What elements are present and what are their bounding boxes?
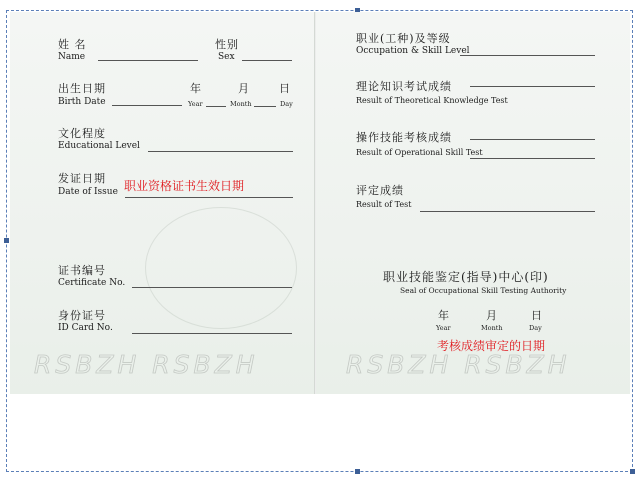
eval-label-en: Result of Test: [356, 200, 412, 209]
birth-label-zh: 出生日期: [58, 82, 106, 95]
birth-month-zh: 月: [238, 82, 250, 95]
birth-day-en: Day: [280, 100, 293, 108]
name-line: [98, 60, 198, 61]
theory-label-zh: 理论知识考试成绩: [356, 80, 452, 93]
name-label-en: Name: [58, 52, 86, 62]
seal-label-zh: 职业技能鉴定(指导)中心(印): [383, 270, 549, 284]
seal-year-zh: 年: [438, 309, 450, 322]
birth-label-en: Birth Date: [58, 97, 106, 107]
birth-year-zh: 年: [190, 82, 202, 95]
resize-handle-corner[interactable]: [630, 469, 635, 474]
birth-day-line: [254, 106, 276, 107]
seal-label-en: Seal of Occupational Skill Testing Authority: [400, 286, 567, 295]
id-label-zh: 身份证号: [58, 309, 106, 322]
annotation-right: 考核成绩审定的日期: [437, 339, 546, 353]
occ-line: [460, 55, 595, 56]
issue-label-zh: 发证日期: [58, 172, 106, 185]
eval-label-zh: 评定成绩: [356, 184, 404, 197]
name-label-zh: 姓 名: [58, 38, 87, 51]
occ-label-zh: 职业(工种)及等级: [356, 32, 451, 45]
seal-month-en: Month: [481, 324, 503, 332]
faint-seal-background: [145, 207, 297, 329]
edu-line: [148, 151, 293, 152]
issue-line: [125, 197, 293, 198]
theory-line: [470, 86, 595, 87]
sex-label-zh: 性别: [215, 38, 239, 51]
cert-label-zh: 证书编号: [58, 264, 106, 277]
oper-line: [470, 139, 595, 140]
oper-label-en: Result of Operational Skill Test: [356, 148, 483, 157]
oper-line-2: [470, 158, 595, 159]
edu-label-en: Educational Level: [58, 141, 140, 151]
seal-day-en: Day: [529, 324, 542, 332]
birth-month-line: [206, 106, 226, 107]
sex-line: [242, 60, 292, 61]
birth-year-line: [112, 105, 182, 106]
eval-line: [420, 211, 595, 212]
cert-line: [132, 287, 292, 288]
edu-label-zh: 文化程度: [58, 127, 106, 140]
page-spine: [314, 12, 316, 394]
theory-label-en: Result of Theoretical Knowledge Test: [356, 96, 508, 105]
seal-month-zh: 月: [486, 309, 498, 322]
seal-day-zh: 日: [531, 309, 543, 322]
birth-day-zh: 日: [279, 82, 291, 95]
resize-handle-bottom[interactable]: [355, 469, 360, 474]
resize-handle-left[interactable]: [4, 238, 9, 243]
oper-label-zh: 操作技能考核成绩: [356, 131, 452, 144]
cert-label-en: Certificate No.: [58, 278, 126, 288]
left-page: [20, 12, 325, 394]
seal-year-en: Year: [436, 324, 451, 332]
id-line: [132, 333, 292, 334]
issue-label-en: Date of Issue: [58, 187, 118, 197]
occ-label-en: Occupation & Skill Level: [356, 46, 470, 56]
sex-label-en: Sex: [218, 52, 235, 62]
watermark-left: RSBZH RSBZH: [34, 350, 259, 379]
birth-year-en: Year: [188, 100, 203, 108]
id-label-en: ID Card No.: [58, 323, 113, 333]
annotation-left: 职业资格证书生效日期: [124, 179, 245, 193]
birth-month-en: Month: [230, 100, 252, 108]
watermark-right: RSBZH RSBZH: [346, 350, 571, 379]
